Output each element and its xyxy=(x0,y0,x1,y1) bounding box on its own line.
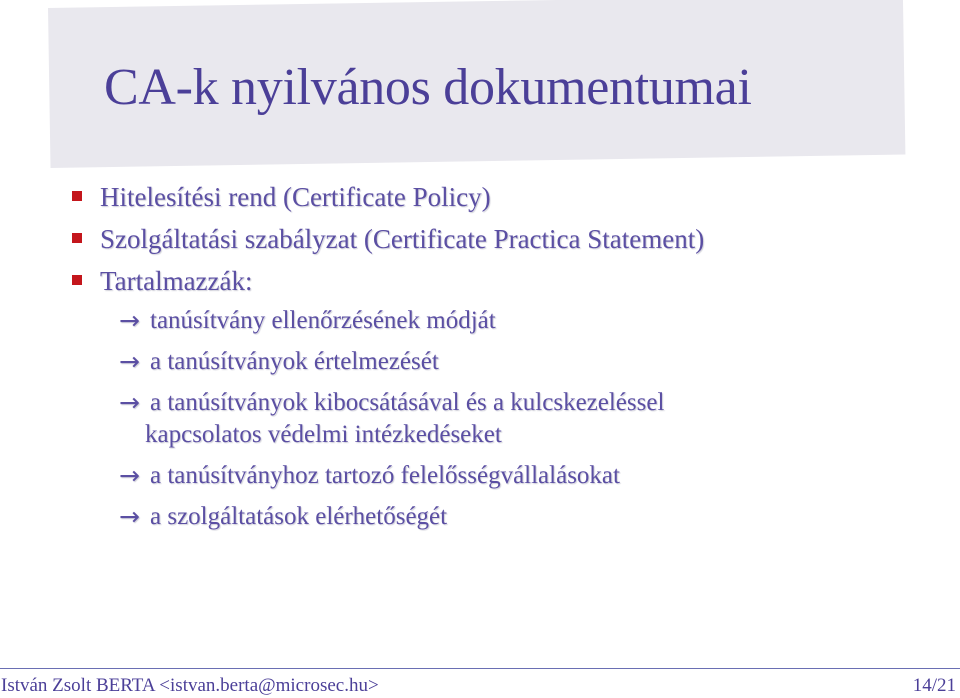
sub-text: a tanúsítványok értelmezését xyxy=(150,348,439,375)
arrow-right-icon: → xyxy=(119,347,140,376)
sub-text-continuation: kapcsolatos védelmi intézkedéseket xyxy=(145,421,502,448)
footer-author: István Zsolt BERTA <istvan.berta@microsec.hu> xyxy=(1,675,379,696)
bullet-item xyxy=(68,264,704,306)
sub-item xyxy=(119,305,664,337)
square-bullet-icon xyxy=(72,275,82,285)
square-bullet-icon xyxy=(72,233,82,243)
bullet-text: Szolgáltatási szabályzat (Certificate Practica Statement) xyxy=(100,224,705,254)
sub-text: tanúsítvány ellenőrzésének módját xyxy=(150,307,496,334)
sub-item xyxy=(119,346,664,378)
bullet-list xyxy=(68,180,704,306)
sub-list xyxy=(119,305,664,542)
arrow-right-icon: → xyxy=(119,306,140,335)
sub-text: a szolgáltatások elérhetőségét xyxy=(150,503,448,530)
arrow-right-icon: → xyxy=(119,502,140,531)
sub-item xyxy=(119,460,664,492)
bullet-text: Tartalmazzák: xyxy=(100,266,253,296)
sub-text: a tanúsítványhoz tartozó felelősségvállalásokat xyxy=(150,462,620,489)
sub-text: a tanúsítványok kibocsátásával és a kulcskezeléssel xyxy=(150,389,665,416)
footer-divider xyxy=(0,668,960,669)
sub-item xyxy=(119,501,664,533)
arrow-right-icon: → xyxy=(119,388,140,417)
bullet-item xyxy=(68,180,704,222)
sub-item xyxy=(119,387,664,451)
bullet-text: Hitelesítési rend (Certificate Policy) xyxy=(100,182,491,212)
page-number: 14/21 xyxy=(912,675,956,696)
arrow-right-icon: → xyxy=(119,461,140,490)
slide-title: CA-k nyilvános dokumentumai xyxy=(104,59,752,116)
square-bullet-icon xyxy=(72,191,82,201)
bullet-item xyxy=(68,222,704,264)
